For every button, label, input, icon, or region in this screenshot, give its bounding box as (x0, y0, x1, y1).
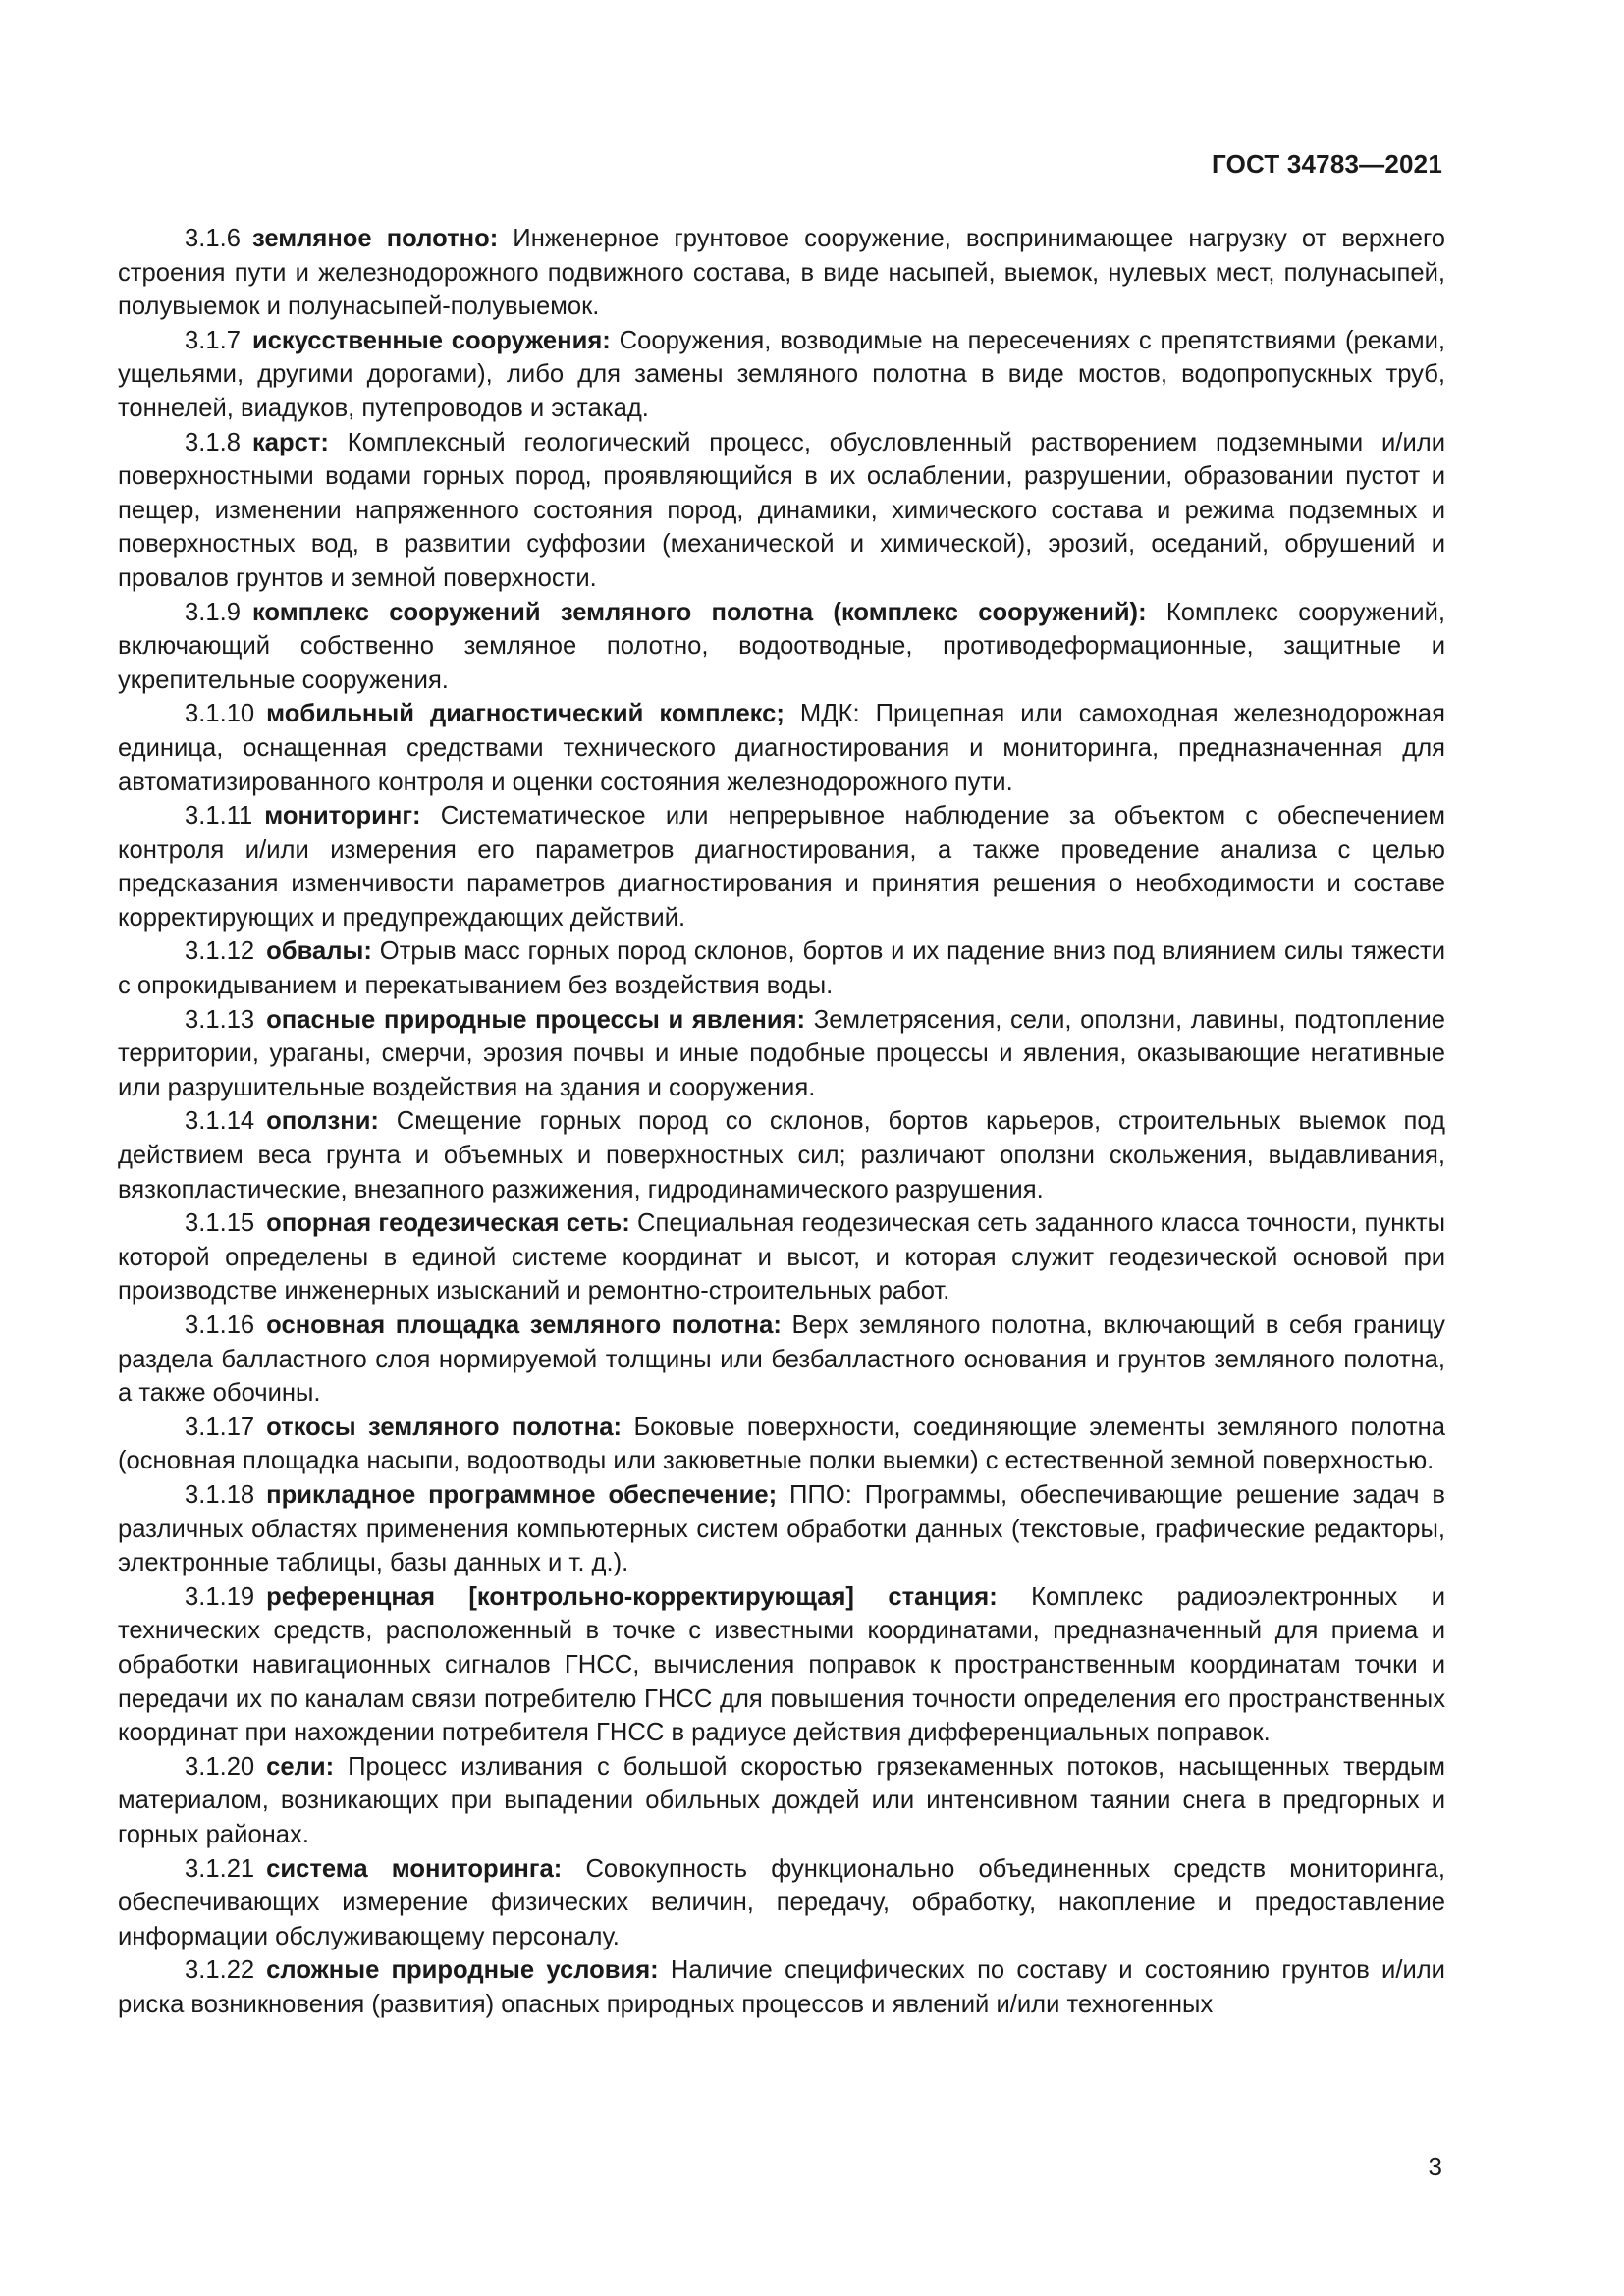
definition-number: 3.1.11 (185, 802, 253, 830)
definitions-list (118, 222, 1445, 2021)
definition-term: карст: (251, 428, 329, 456)
definition-text: Сооружения, возводимые на пересечениях с препятствиями (реками, ущельями, другими дорогами), либо для замены земляного полотна в виде мостов, водопропускных труб, тоннелей, виадуков, путепроводов и эстакад. (118, 326, 1445, 422)
definition-term: комплекс сооружений земляного полотна (комплекс сооружений): (251, 598, 1147, 626)
definition-term: мобильный диагностический комплекс; (266, 700, 785, 728)
definition-number: 3.1.6 (185, 225, 241, 252)
definition-3-1-7 (118, 324, 1445, 426)
definition-3-1-12 (118, 934, 1445, 1002)
definition-term: обвалы: (266, 937, 372, 966)
definition-number: 3.1.10 (185, 700, 255, 728)
definition-term: земляное полотно: (251, 225, 499, 252)
definition-number: 3.1.12 (185, 937, 255, 966)
definition-term: основная площадка земляного полотна: (266, 1311, 782, 1339)
definition-text: Процесс изливания с большой скоростью грязекаменных потоков, насыщенных твердым материалом, возникающих при выпадении обильных дождей или интенсивном таянии снега в предгорных и горных районах. (118, 1752, 1445, 1848)
document-header: ГОСТ 34783—2021 (1212, 149, 1442, 179)
definition-number: 3.1.19 (185, 1582, 255, 1611)
definition-number: 3.1.20 (185, 1752, 255, 1781)
definition-text: Отрыв масс горных пород склонов, бортов и их падение вниз под влиянием силы тяжести с опрокидыванием и перекатыванием без воздействия воды. (118, 937, 1446, 1000)
definition-term: опорная геодезическая сеть: (266, 1209, 630, 1238)
definition-3-1-15 (118, 1206, 1445, 1308)
definition-3-1-17 (118, 1411, 1445, 1478)
definition-number: 3.1.18 (185, 1480, 255, 1509)
definition-3-1-10 (118, 697, 1445, 799)
definition-3-1-16 (118, 1308, 1445, 1411)
definition-term: сложные природные условия: (266, 1956, 659, 1985)
definition-3-1-18 (118, 1478, 1445, 1580)
definition-number: 3.1.22 (185, 1956, 255, 1985)
definition-number: 3.1.8 (185, 428, 241, 456)
definition-number: 3.1.7 (185, 326, 241, 354)
definition-3-1-13 (118, 1003, 1445, 1105)
definition-number: 3.1.17 (185, 1413, 255, 1441)
definition-text: Землетрясения, сели, оползни, лавины, подтопление территории, ураганы, смерчи, эрозия почвы и иные подобные процессы и явления, оказывающие негативные или разрушительные воздействия на здания и сооружения. (118, 1005, 1445, 1101)
definition-term: сели: (266, 1752, 335, 1781)
definition-3-1-14 (118, 1104, 1445, 1206)
definition-number: 3.1.13 (185, 1005, 255, 1034)
definition-text: Систематическое или непрерывное наблюдение за объектом с обеспечением контроля и/или измерения его параметров диагностирования, а также проведение анализа с целью предсказания изменчивости параметров диагностирования и принятия решения о необходимости и составе корректирующих и предупреждающих действий. (118, 802, 1445, 932)
definition-number: 3.1.15 (185, 1209, 255, 1238)
definition-term: искусственные сооружения: (251, 326, 611, 354)
definition-number: 3.1.14 (185, 1107, 255, 1136)
definition-3-1-11 (118, 799, 1445, 934)
definition-number: 3.1.9 (185, 598, 241, 626)
definition-3-1-19 (118, 1580, 1445, 1750)
definition-3-1-20 (118, 1750, 1445, 1852)
definition-number: 3.1.21 (185, 1854, 255, 1883)
definition-text: Боковые поверхности, соединяющие элементы земляного полотна (основная площадка насыпи, водоотводы или закюветные полки выемки) с естественной земной поверхностью. (118, 1413, 1445, 1475)
definition-text: Комплекс радиоэлектронных и технических средств, расположенный в точке с известными координатами, предназначенный для приема и обработки навигационных сигналов ГНСС, вычисления поправок к пространственным координатам точки и передачи их по каналам связи потребителю ГНСС для повышения точности определения его пространственных координат при нахождении потребителя ГНСС в радиусе действия дифференциальных поправок. (118, 1582, 1445, 1747)
definition-3-1-8 (118, 426, 1445, 596)
definition-3-1-9 (118, 596, 1445, 698)
definition-text: Наличие специфических по составу и состоянию грунтов и/или риска возникновения (развития) опасных природных процессов и явлений и/или техногенных (118, 1956, 1445, 2018)
definition-number: 3.1.16 (185, 1311, 255, 1339)
definition-term: референцная [контрольно-корректирующая] станция: (266, 1582, 998, 1611)
definition-term: система мониторинга: (266, 1854, 563, 1883)
definition-term: прикладное программное обеспечение; (266, 1480, 778, 1509)
definition-3-1-22 (118, 1953, 1445, 2021)
definition-text: Комплексный геологический процесс, обусловленный растворением подземными и/или поверхностными водами горных пород, проявляющийся в их ослаблении, разрушении, образовании пустот и пещер, изменении напряженного состояния пород, динамики, химического состава и режима подземных и поверхностных вод, в развитии суффозии (механической и химической), эрозий, оседаний, обрушений и провалов грунтов и земной поверхности. (118, 428, 1445, 592)
definition-text: Совокупность функционально объединенных средств мониторинга, обеспечивающих измерение физических величин, передачу, обработку, накопление и предоставление информации обслуживающему персоналу. (118, 1854, 1445, 1950)
definition-3-1-6 (118, 222, 1445, 324)
definition-text: ППО: Программы, обеспечивающие решение задач в различных областях применения компьютерных систем обработки данных (текстовые, графические редакторы, электронные таблицы, базы данных и т. д.). (118, 1480, 1445, 1577)
definition-text: Специальная геодезическая сеть заданного класса точности, пункты которой определены в единой системе координат и высот, и которая служит геодезической основой при производстве инженерных изысканий и ремонтно-строительных работ. (118, 1209, 1445, 1306)
definition-term: откосы земляного полотна: (266, 1413, 623, 1441)
page-number: 3 (1428, 2152, 1442, 2181)
definition-text: МДК: Прицепная или самоходная железнодорожная единица, оснащенная средствами технического диагностирования и мониторинга, предназначенная для автоматизированного контроля и оценки состояния железнодорожного пути. (118, 700, 1445, 796)
definition-term: оползни: (266, 1107, 379, 1136)
definition-text: Комплекс сооружений, включающий собственно земляное полотно, водоотводные, противодеформационные, защитные и укрепительные сооружения. (118, 598, 1445, 694)
definition-text: Смещение горных пород со склонов, бортов карьеров, строительных выемок под действием веса грунта и объемных и поверхностных сил; различают оползни скольжения, выдавливания, вязкопластические, внезапного разжижения, гидродинамического разрушения. (118, 1107, 1445, 1203)
definition-term: мониторинг: (264, 802, 421, 830)
definition-3-1-21 (118, 1852, 1445, 1954)
definition-term: опасные природные процессы и явления: (266, 1005, 806, 1034)
definition-text: Инженерное грунтовое сооружение, воспринимающее нагрузку от верхнего строения пути и железнодорожного подвижного состава, в виде насыпей, выемок, нулевых мест, полунасыпей, полувыемок и полунасыпей-полувыемок. (118, 225, 1445, 321)
definition-text: Верх земляного полотна, включающий в себя границу раздела балластного слоя нормируемой толщины или безбалластного основания и грунтов земляного полотна, а также обочины. (118, 1311, 1445, 1408)
